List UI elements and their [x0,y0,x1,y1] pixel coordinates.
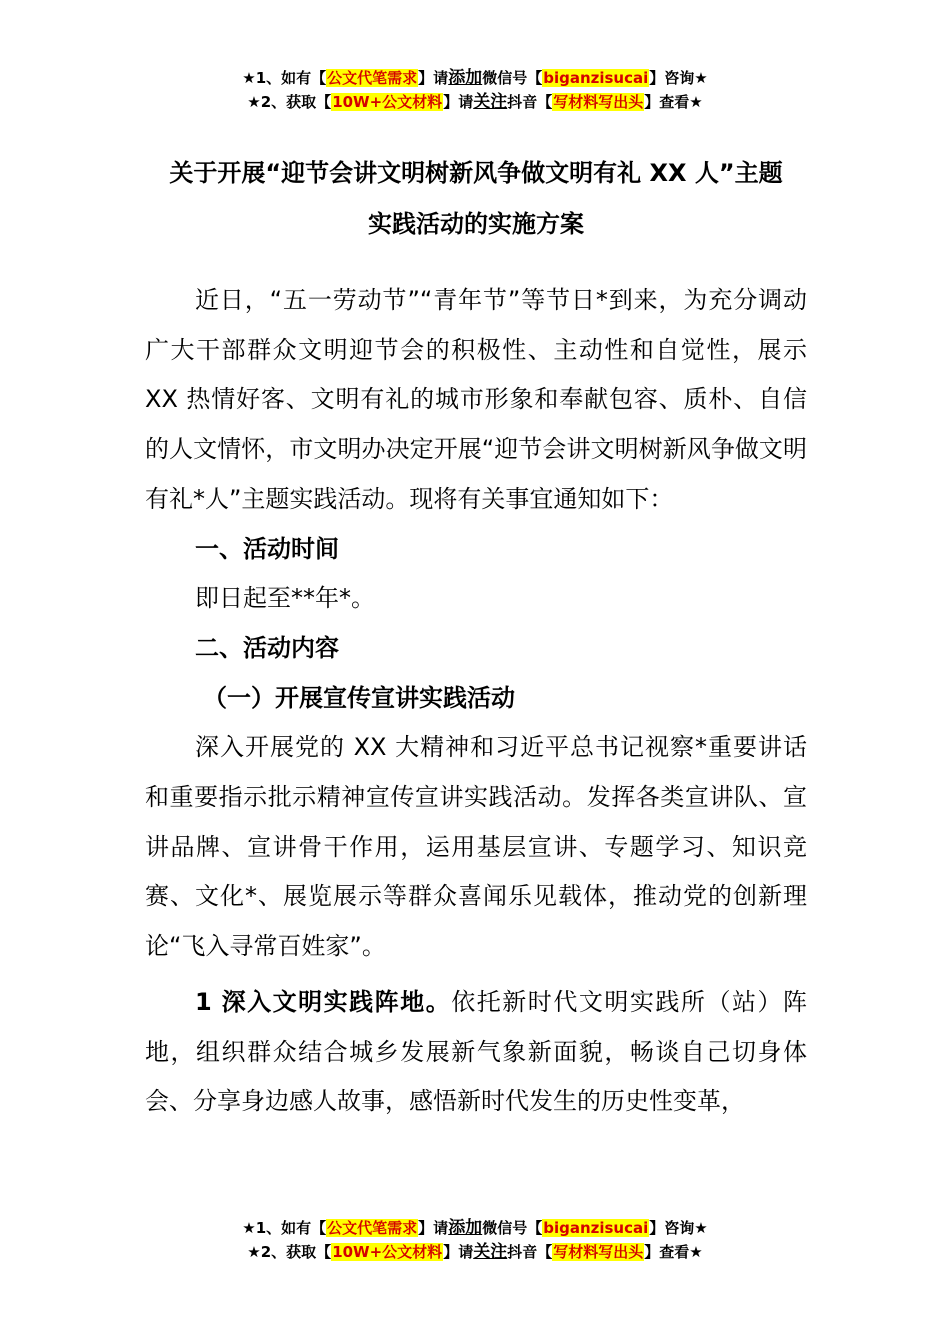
footer-line-1 [0,1216,950,1240]
item-1-heading: 1 深入文明实践阵地。 [195,987,452,1016]
highlight-wechat-id: biganzisucai [543,69,649,87]
header-banner [0,66,950,114]
banner-text: 】请 [443,1243,474,1261]
banner-follow-text: 关注 [473,1242,508,1262]
highlight-service: 公文代笔需求 [327,69,418,87]
banner-text: 】查看★ [644,93,703,111]
banner-text: 】请 [418,1219,449,1237]
item-1-paragraph [145,978,807,1127]
highlight-service: 公文代笔需求 [327,1219,418,1237]
highlight-douyin: 写材料写出头 [553,1243,644,1261]
banner-follow-text: 关注 [473,92,508,112]
banner-text: 】咨询★ [649,1219,708,1237]
banner-text: 】查看★ [644,1243,703,1261]
banner-add-text: 添加 [448,1218,483,1238]
banner-text: 抖音【 [507,93,553,111]
banner-text: ★2、获取【 [247,1243,332,1261]
section-2-heading: 二、活动内容 [195,633,339,662]
banner-text: ★1、如有【 [242,1219,327,1237]
document-body [145,148,807,1127]
banner-text: 】请 [443,93,474,111]
highlight-materials: 10W+公文材料 [332,1243,443,1261]
banner-text: 】咨询★ [649,69,708,87]
banner-text: 微信号【 [482,1219,543,1237]
subsection-1-text: 深入开展党的 XX 大精神和习近平总书记视察*重要讲话和重要指示批示精神宣传宣讲实践活动。发挥各类宣讲队、宣讲品牌、宣讲骨干作用，运用基层宣讲、专题学习、知识竞赛、文化*、展览展示等群众喜闻乐见载体，推动党的创新理论“飞入寻常百姓家”。 [145,733,807,961]
banner-line-2 [0,90,950,114]
document-title-line-2: 实践活动的实施方案 [368,210,584,238]
document-content [145,276,807,1127]
footer-banner [0,1216,950,1264]
banner-line-1 [0,66,950,90]
footer-line-2 [0,1240,950,1264]
subsection-1-heading: （一）开展宣传宣讲实践活动 [203,683,515,712]
banner-text: 】请 [418,69,449,87]
highlight-materials: 10W+公文材料 [332,93,443,111]
highlight-douyin: 写材料写出头 [553,93,644,111]
highlight-wechat-id: biganzisucai [543,1219,649,1237]
section-1-heading: 一、活动时间 [195,534,339,563]
banner-add-text: 添加 [448,68,483,88]
intro-paragraph: 近日，“五一劳动节”“青年节”等节日*到来，为充分调动广大干部群众文明迎节会的积极性、主动性和自觉性，展示 XX 热情好客、文明有礼的城市形象和奉献包容、质朴、自信的人文情怀，市文明办决定开展“迎节会讲文明树新风争做文明有礼*人”主题实践活动。现将有关事宜通知如下： [145,286,807,513]
banner-text: ★2、获取【 [247,93,332,111]
section-1-text: 即日起至**年*。 [195,584,375,613]
banner-text: ★1、如有【 [242,69,327,87]
item-1-text: 依托新时代文明实践所（站）阵地，组织群众结合城乡发展新气象新面貌，畅谈自己切身体会、分享身边感人故事，感悟新时代发生的历史性变革， [145,987,807,1116]
banner-text: 抖音【 [507,1243,553,1261]
banner-text: 微信号【 [482,69,543,87]
document-title-line-1: 关于开展“迎节会讲文明树新风争做文明有礼 XX 人”主题 [169,159,783,187]
